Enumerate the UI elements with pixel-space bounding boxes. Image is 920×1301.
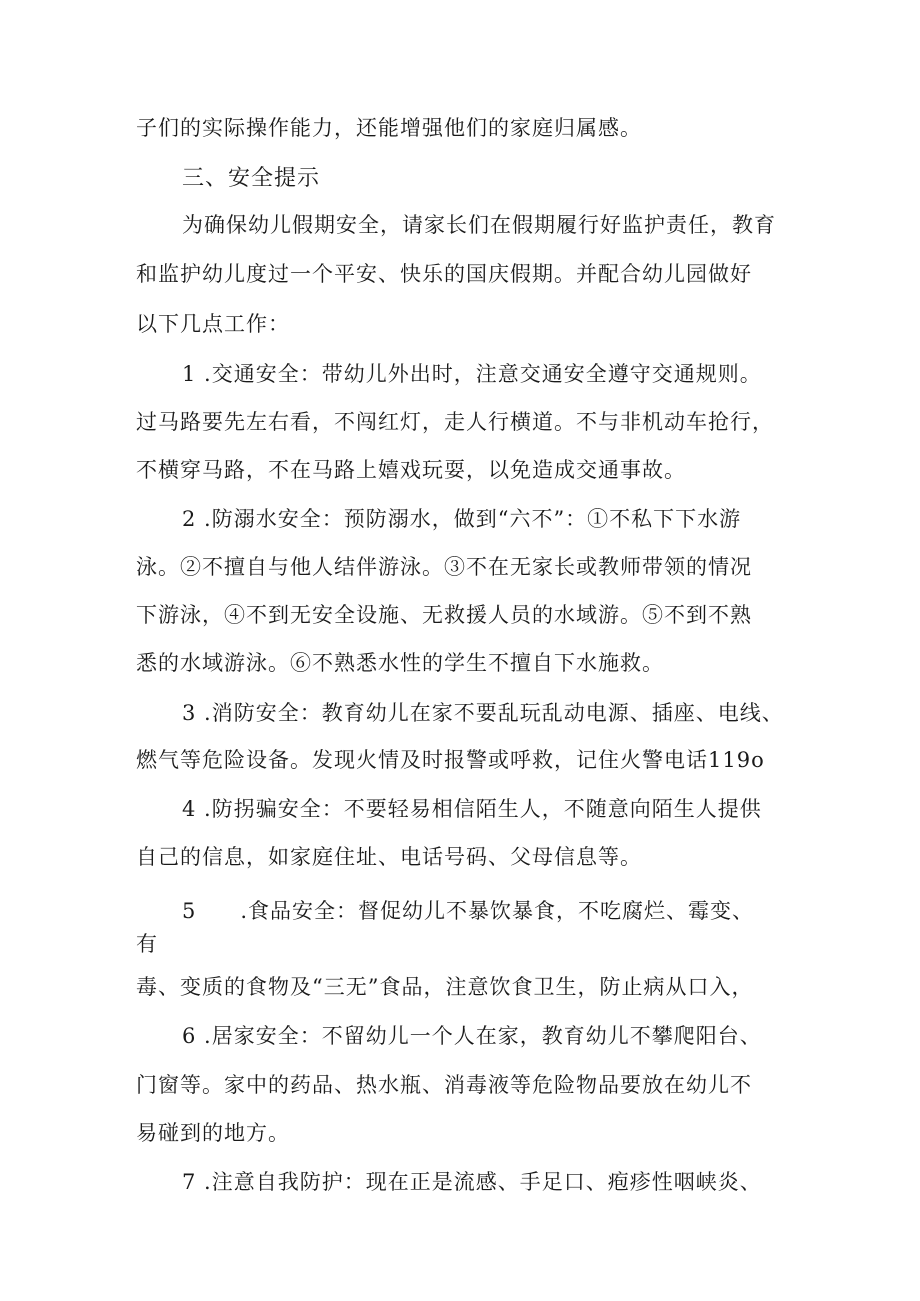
list-item-line: 悉的水域游泳。⑥不熟悉水性的学生不擅自下水施救。 (136, 651, 664, 675)
list-item-line: 3 .消防安全：教育幼儿在家不要乱玩乱动电源、插座、电线、 (182, 701, 784, 725)
paragraph-line: 和监护幼儿度过一个平安、快乐的国庆假期。并配合幼儿园做好 (136, 262, 752, 286)
paragraph-line: 子们的实际操作能力，还能增强他们的家庭归属感。 (136, 116, 642, 140)
list-item-line: 易碰到的地方。 (136, 1121, 290, 1145)
list-item-line: 燃气等危险设备。发现火情及时报警或呼救，记住火警电话119o (136, 748, 765, 772)
list-item-line: 过马路要先左右看，不闯红灯，走人行横道。不与非机动车抢行， (136, 410, 774, 434)
list-item-line: 4 .防拐骗安全：不要轻易相信陌生人，不随意向陌生人提供 (182, 797, 762, 821)
list-item-line: 不横穿马路，不在马路上嬉戏玩耍，以免造成交通事故。 (136, 458, 686, 482)
paragraph-line: 为确保幼儿假期安全，请家长们在假期履行好监护责任，教育 (182, 213, 776, 237)
list-item-line: 1 .交通安全：带幼儿外出时，注意交通安全遵守交通规则。 (182, 362, 762, 386)
list-item-line: 自己的信息，如家庭住址、电话号码、父母信息等。 (136, 845, 642, 869)
list-item-line: 泳。②不擅自与他人结伴游泳。③不在无家长或教师带领的情况 (136, 555, 752, 579)
list-item-line: 7 .注意自我防护：现在正是流感、手足口、疱疹性咽峡炎、 (182, 1170, 762, 1194)
list-item-line: 毒、变质的食物及“三无”食品，注意饮食卫生，防止病从口入， (136, 975, 754, 999)
list-item-line: 5 .食品安全：督促幼儿不暴饮暴食，不吃腐烂、霉变、 (182, 899, 755, 923)
list-item-line: 门窗等。家中的药品、热水瓶、消毒液等危险物品要放在幼儿不 (136, 1073, 752, 1097)
list-item-line: 2 .防溺水安全：预防溺水，做到“六不”：①不私下下水游 (182, 507, 742, 531)
list-item-line: 有 (136, 932, 158, 956)
section-heading: 三、安全提示 (182, 166, 321, 191)
paragraph-line: 以下几点工作： (136, 312, 290, 336)
list-item-line: 下游泳，④不到无安全设施、无救援人员的水域游。⑤不到不熟 (136, 603, 752, 627)
list-item-line: 6 .居家安全：不留幼儿一个人在家，教育幼儿不攀爬阳台、 (182, 1024, 762, 1048)
